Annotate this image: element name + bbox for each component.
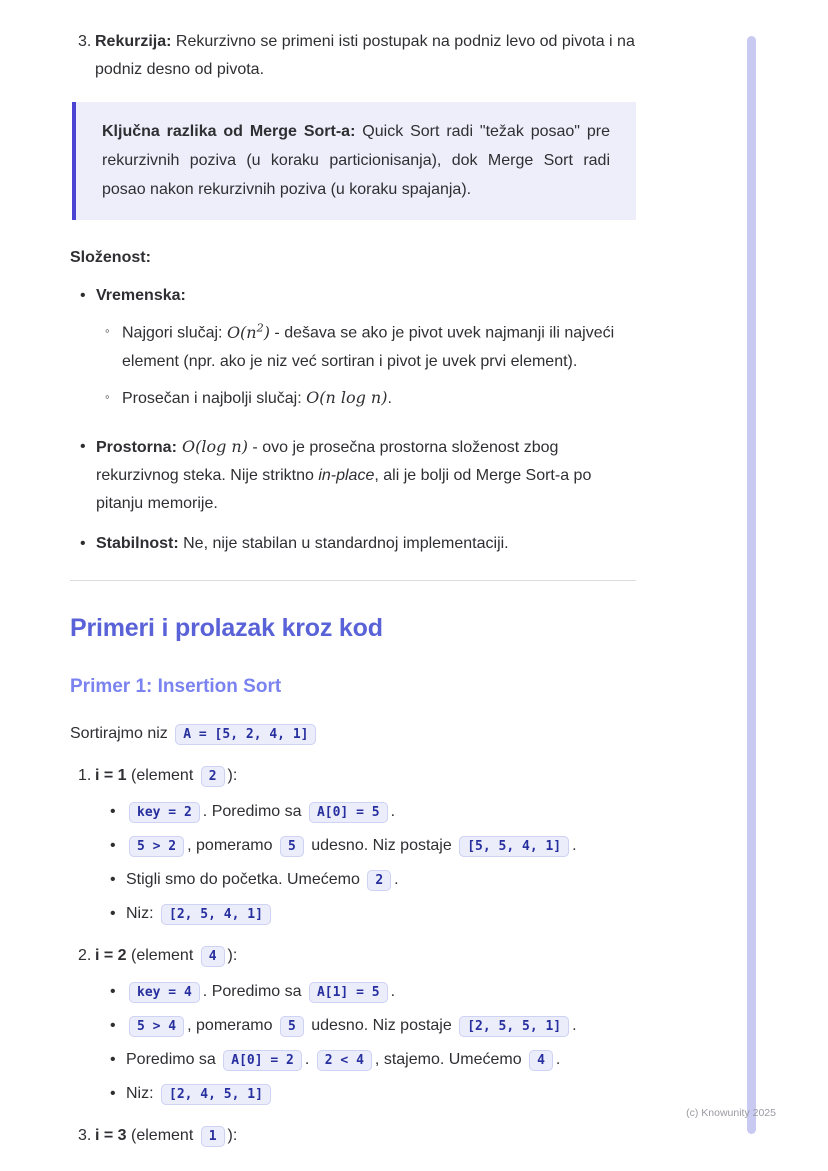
bullet-icon: •	[110, 802, 116, 820]
list-number: 3.	[78, 1126, 92, 1144]
text: udesno. Niz postaje	[306, 1016, 457, 1034]
text: udesno. Niz postaje	[306, 836, 457, 854]
substep-text	[126, 1012, 636, 1040]
text: Niz:	[126, 1084, 158, 1102]
list-item-najgori-slucaj	[96, 318, 636, 375]
substep	[98, 798, 636, 826]
text: ):	[227, 946, 238, 964]
callout-merge-sort-difference	[72, 102, 636, 220]
text: , ali je bolji od Merge Sort-a po pitanju memorije.	[96, 466, 592, 512]
ordered-item-i1	[70, 762, 636, 928]
code-chip: 5	[280, 836, 304, 857]
circle-bullet-icon: ◦	[105, 388, 110, 404]
text: .	[572, 836, 577, 854]
code-chip: 2	[367, 870, 391, 891]
scrollbar[interactable]	[747, 36, 756, 1134]
step-title-text	[95, 942, 636, 970]
intro-paragraph	[70, 720, 636, 748]
step-substeps	[98, 978, 636, 1108]
code-chip: A[0] = 2	[223, 1050, 302, 1071]
list-item-stabilnost	[70, 530, 636, 558]
step-title-text	[95, 762, 636, 790]
text: , pomeramo	[187, 1016, 277, 1034]
code-chip: A = [5, 2, 4, 1]	[175, 724, 316, 745]
bullet-icon: •	[110, 836, 116, 854]
ordered-item-i3	[70, 1122, 636, 1150]
bold-text: i = 3	[95, 1126, 127, 1144]
text: , stajemo. Umećemo	[374, 1050, 527, 1068]
step-title	[70, 942, 636, 970]
math-text: O(log n)	[176, 436, 248, 456]
substep-text	[126, 900, 636, 928]
step-title	[70, 762, 636, 790]
code-chip: 4	[201, 946, 225, 967]
code-chip: key = 2	[129, 802, 200, 823]
code-chip: [2, 5, 5, 1]	[459, 1016, 569, 1037]
code-chip: [2, 4, 5, 1]	[161, 1084, 271, 1105]
text: ):	[227, 1126, 238, 1144]
bold-text: i = 1	[95, 766, 127, 784]
code-chip: 2	[201, 766, 225, 787]
text: (element	[126, 1126, 198, 1144]
ordered-item-i2	[70, 942, 636, 1108]
bold-text: Prostorna:	[96, 438, 177, 456]
text: Ne, nije stabilan u standardnoj implementaciji.	[178, 534, 509, 552]
list-item-prostorna	[70, 433, 636, 518]
code-chip: A[0] = 5	[309, 802, 388, 823]
text: Stigli smo do početka. Umećemo	[126, 870, 365, 888]
text: . Poredimo sa	[202, 982, 306, 1000]
text: ):	[227, 766, 238, 784]
text: .	[572, 1016, 577, 1034]
text: . Poredimo sa	[202, 802, 306, 820]
bold-text: Rekurzija:	[95, 33, 172, 50]
bold-text: Vremenska:	[96, 287, 186, 305]
bold-text: Ključna razlika od Merge Sort-a:	[102, 123, 356, 140]
vremenska-sublist	[96, 318, 636, 412]
bold-text: Stabilnost:	[96, 534, 179, 552]
text: - dešava se ako je pivot uvek najmanji ili najveći element (npr. ako je niz već sortiran i pivot je uvek prvi element).	[122, 324, 615, 370]
code-chip: 1	[201, 1126, 225, 1147]
substep	[98, 900, 636, 928]
complexity-list	[70, 282, 636, 557]
substep-text	[126, 978, 636, 1006]
document-content	[70, 28, 636, 1156]
code-chip: 2 < 4	[317, 1050, 372, 1071]
text: .	[304, 1050, 314, 1068]
list-item-vremenska	[70, 282, 636, 420]
bullet-icon: •	[80, 287, 86, 305]
substep	[98, 832, 636, 860]
bullet-icon: •	[80, 437, 86, 455]
bullet-icon: •	[110, 1084, 116, 1102]
substep-text	[126, 832, 636, 860]
substep	[98, 1012, 636, 1040]
list-item-text	[96, 433, 636, 518]
bullet-icon: •	[110, 1016, 116, 1034]
substep	[98, 1080, 636, 1108]
math-superscript: 2	[256, 321, 264, 335]
text: Prosečan i najbolji slučaj:	[122, 389, 307, 407]
text: Quick Sort radi "težak posao" pre rekurzivnih poziva (u koraku particionisanja), dok Merge Sort radi posao nakon rekurzivnih poziva (u koraku spajanja).	[102, 123, 611, 198]
bullet-icon: •	[110, 982, 116, 1000]
text: - ovo je prosečna prostorna složenost zbog rekurzivnog steka. Nije striktno	[96, 438, 559, 484]
substep-text	[126, 866, 636, 894]
bullet-icon: •	[110, 870, 116, 888]
substep-text	[126, 1046, 636, 1074]
substep-text	[126, 1080, 636, 1108]
copyright-footer: (c) Knowunity 2025	[686, 1107, 776, 1119]
text: (element	[126, 946, 198, 964]
text: Rekurzivno se primeni isti postupak na podniz levo od pivota i na podniz desno od pivota.	[95, 33, 635, 78]
text: .	[390, 802, 396, 820]
bold-text: i = 2	[95, 946, 127, 964]
text: Poredimo sa	[126, 1050, 221, 1068]
list-item-rekurzija	[70, 28, 636, 84]
code-chip: 5 > 2	[129, 836, 184, 857]
section-heading: Primeri i prolazak kroz kod	[70, 613, 383, 642]
step-title	[70, 1122, 636, 1150]
list-number: 2.	[78, 946, 92, 964]
substep	[98, 866, 636, 894]
text: Najgori slučaj:	[122, 324, 227, 342]
list-item-text	[96, 530, 636, 558]
circle-bullet-icon: ◦	[105, 323, 110, 339]
list-item-prosecan-slucaj	[96, 384, 636, 413]
code-chip: 5 > 4	[129, 1016, 184, 1037]
code-chip: A[1] = 5	[309, 982, 388, 1003]
callout-text	[102, 118, 610, 204]
math-close: )	[263, 322, 270, 342]
list-item-text	[96, 282, 636, 420]
step-substeps	[98, 798, 636, 928]
text: Niz:	[126, 904, 158, 922]
text: .	[390, 982, 396, 1000]
italic-text: in-place	[318, 466, 375, 484]
step-title-text	[95, 1122, 636, 1150]
subsection-heading: Primer 1: Insertion Sort	[70, 676, 282, 698]
list-number: 1.	[78, 766, 92, 784]
bullet-icon: •	[110, 1050, 116, 1068]
code-chip: [5, 5, 4, 1]	[459, 836, 569, 857]
bullet-icon: •	[80, 534, 86, 552]
list-item-text	[95, 28, 636, 84]
list-number: 3.	[78, 33, 92, 50]
list-item-text	[122, 384, 636, 413]
text: , pomeramo	[187, 836, 277, 854]
slozenost-heading: Složenost:	[70, 249, 151, 267]
math-open: O(n	[226, 322, 257, 342]
text: .	[555, 1050, 561, 1068]
substep-text	[126, 798, 636, 826]
substep	[98, 1046, 636, 1074]
substep	[98, 978, 636, 1006]
code-chip: [2, 5, 4, 1]	[161, 904, 271, 925]
text: Sortirajmo niz	[70, 724, 173, 742]
code-chip: 5	[280, 1016, 304, 1037]
code-chip: 4	[529, 1050, 553, 1071]
list-item-text	[122, 318, 636, 375]
math-text	[227, 323, 270, 342]
divider	[70, 580, 636, 581]
code-chip: key = 4	[129, 982, 200, 1003]
text: .	[394, 870, 399, 888]
math-text: O(n log n)	[306, 387, 388, 407]
text: (element	[126, 766, 198, 784]
bullet-icon: •	[110, 904, 116, 922]
text: .	[387, 389, 392, 407]
